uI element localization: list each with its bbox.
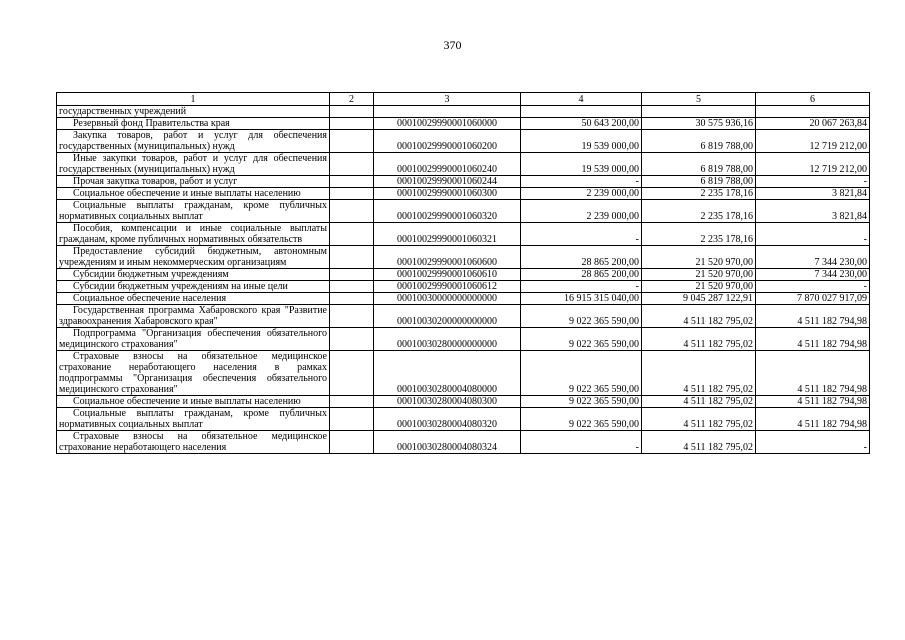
row-plan-value-cell: 9 022 365 590,00 — [521, 408, 642, 431]
row-executed-value-cell: 2 235 178,16 — [642, 223, 756, 246]
row-executed-value-cell: 2 235 178,16 — [642, 188, 756, 200]
row-col2-cell — [330, 200, 374, 223]
column-header: 4 — [521, 93, 642, 106]
row-col2-cell — [330, 305, 374, 328]
row-plan-value-cell: 16 915 315 040,00 — [521, 293, 642, 305]
row-plan-value-cell: 50 643 200,00 — [521, 118, 642, 130]
row-plan-value-cell: 2 239 000,00 — [521, 188, 642, 200]
row-col2-cell — [330, 130, 374, 153]
row-code-cell: 00010029990001060244 — [374, 176, 521, 188]
table-body — [57, 106, 870, 454]
row-col2-cell — [330, 153, 374, 176]
row-name-cell: Субсидии бюджетным учреждениям на иные цели — [57, 281, 330, 293]
column-header: 2 — [330, 93, 374, 106]
row-remainder-value-cell: 7 870 027 917,09 — [756, 293, 870, 305]
row-executed-value-cell: 9 045 287 122,91 — [642, 293, 756, 305]
row-executed-value-cell: 6 819 788,00 — [642, 130, 756, 153]
row-code-cell: 00010030280004080000 — [374, 351, 521, 396]
row-remainder-value-cell: 12 719 212,00 — [756, 153, 870, 176]
row-name-cell: Государственная программа Хабаровского края "Развитие здравоохранения Хабаровского края" — [57, 305, 330, 328]
row-col2-cell — [330, 293, 374, 305]
row-executed-value-cell: 4 511 182 795,02 — [642, 305, 756, 328]
row-col2-cell — [330, 328, 374, 351]
row-executed-value-cell — [642, 106, 756, 118]
table-row — [57, 408, 870, 431]
table-row — [57, 223, 870, 246]
row-code-cell: 00010029990001060321 — [374, 223, 521, 246]
row-remainder-value-cell — [756, 106, 870, 118]
table-row — [57, 328, 870, 351]
row-col2-cell — [330, 106, 374, 118]
row-executed-value-cell: 21 520 970,00 — [642, 281, 756, 293]
row-plan-value-cell: - — [521, 223, 642, 246]
row-remainder-value-cell: 4 511 182 794,98 — [756, 408, 870, 431]
row-remainder-value-cell: 7 344 230,00 — [756, 246, 870, 269]
row-executed-value-cell: 6 819 788,00 — [642, 176, 756, 188]
table-row — [57, 431, 870, 454]
row-code-cell: 00010030280004080324 — [374, 431, 521, 454]
column-header: 6 — [756, 93, 870, 106]
table-row — [57, 130, 870, 153]
row-plan-value-cell: 19 539 000,00 — [521, 130, 642, 153]
row-plan-value-cell: 9 022 365 590,00 — [521, 351, 642, 396]
table-row — [57, 246, 870, 269]
row-code-cell: 00010030280000000000 — [374, 328, 521, 351]
row-col2-cell — [330, 281, 374, 293]
row-code-cell: 00010029990001060600 — [374, 246, 521, 269]
row-executed-value-cell: 4 511 182 795,02 — [642, 431, 756, 454]
row-code-cell: 00010029990001060300 — [374, 188, 521, 200]
row-col2-cell — [330, 176, 374, 188]
row-col2-cell — [330, 408, 374, 431]
row-code-cell: 00010029990001060240 — [374, 153, 521, 176]
row-plan-value-cell: - — [521, 176, 642, 188]
row-executed-value-cell: 4 511 182 795,02 — [642, 351, 756, 396]
row-plan-value-cell: - — [521, 281, 642, 293]
row-executed-value-cell: 2 235 178,16 — [642, 200, 756, 223]
row-col2-cell — [330, 188, 374, 200]
row-remainder-value-cell: 3 821,84 — [756, 200, 870, 223]
row-plan-value-cell — [521, 106, 642, 118]
table-row — [57, 188, 870, 200]
row-name-cell: Резервный фонд Правительства края — [57, 118, 330, 130]
row-remainder-value-cell: - — [756, 431, 870, 454]
row-name-cell: Подпрограмма "Организация обеспечения обязательного медицинского страхования" — [57, 328, 330, 351]
row-name-cell: Страховые взносы на обязательное медицинское страхование неработающего населения в рамках подпрограммы "Организация обеспечения обязательного медицинского страхования" — [57, 351, 330, 396]
table-row — [57, 293, 870, 305]
row-col2-cell — [330, 118, 374, 130]
row-col2-cell — [330, 269, 374, 281]
row-remainder-value-cell: 12 719 212,00 — [756, 130, 870, 153]
row-executed-value-cell: 4 511 182 795,02 — [642, 408, 756, 431]
table-row — [57, 305, 870, 328]
row-code-cell: 00010029990001060200 — [374, 130, 521, 153]
row-col2-cell — [330, 351, 374, 396]
row-name-cell: Субсидии бюджетным учреждениям — [57, 269, 330, 281]
row-name-cell: Пособия, компенсации и иные социальные выплаты гражданам, кроме публичных нормативных обязательств — [57, 223, 330, 246]
row-plan-value-cell: 9 022 365 590,00 — [521, 305, 642, 328]
table-row — [57, 351, 870, 396]
row-executed-value-cell: 4 511 182 795,02 — [642, 396, 756, 408]
row-remainder-value-cell: 4 511 182 794,98 — [756, 328, 870, 351]
row-col2-cell — [330, 396, 374, 408]
row-plan-value-cell: 9 022 365 590,00 — [521, 328, 642, 351]
row-name-cell: Страховые взносы на обязательное медицинское страхование неработающего населения — [57, 431, 330, 454]
table-row — [57, 106, 870, 118]
row-name-cell: Социальное обеспечение и иные выплаты населению — [57, 396, 330, 408]
table-row — [57, 118, 870, 130]
row-executed-value-cell: 6 819 788,00 — [642, 153, 756, 176]
row-name-cell: Социальное обеспечение населения — [57, 293, 330, 305]
row-code-cell: 00010029990001060612 — [374, 281, 521, 293]
row-remainder-value-cell: - — [756, 281, 870, 293]
row-code-cell: 00010029990001060610 — [374, 269, 521, 281]
row-executed-value-cell: 30 575 936,16 — [642, 118, 756, 130]
row-plan-value-cell: 28 865 200,00 — [521, 269, 642, 281]
row-code-cell: 00010030280004080320 — [374, 408, 521, 431]
row-code-cell: 00010029990001060000 — [374, 118, 521, 130]
budget-execution-table — [56, 92, 870, 454]
row-plan-value-cell: 9 022 365 590,00 — [521, 396, 642, 408]
row-remainder-value-cell: 4 511 182 794,98 — [756, 305, 870, 328]
row-plan-value-cell: 19 539 000,00 — [521, 153, 642, 176]
row-plan-value-cell: - — [521, 431, 642, 454]
table-row — [57, 153, 870, 176]
row-col2-cell — [330, 431, 374, 454]
row-executed-value-cell: 4 511 182 795,02 — [642, 328, 756, 351]
row-name-cell: Социальное обеспечение и иные выплаты населению — [57, 188, 330, 200]
row-name-cell: Иные закупки товаров, работ и услуг для обеспечения государственных (муниципальных) нужд — [57, 153, 330, 176]
row-code-cell: 00010030000000000000 — [374, 293, 521, 305]
row-code-cell: 00010030200000000000 — [374, 305, 521, 328]
row-remainder-value-cell: 4 511 182 794,98 — [756, 351, 870, 396]
row-remainder-value-cell: 7 344 230,00 — [756, 269, 870, 281]
table-row — [57, 269, 870, 281]
row-name-cell: Закупка товаров, работ и услуг для обеспечения государственных (муниципальных) нужд — [57, 130, 330, 153]
row-remainder-value-cell: - — [756, 223, 870, 246]
row-code-cell — [374, 106, 521, 118]
table-row — [57, 396, 870, 408]
table-row — [57, 176, 870, 188]
row-col2-cell — [330, 223, 374, 246]
row-name-cell: Предоставление субсидий бюджетным, автономным учреждениям и иным некоммерческим организациям — [57, 246, 330, 269]
column-header: 1 — [57, 93, 330, 106]
row-remainder-value-cell: 4 511 182 794,98 — [756, 396, 870, 408]
row-name-cell: государственных учреждений — [57, 106, 330, 118]
row-col2-cell — [330, 246, 374, 269]
row-plan-value-cell: 28 865 200,00 — [521, 246, 642, 269]
row-remainder-value-cell: - — [756, 176, 870, 188]
page-number: 370 — [443, 38, 462, 52]
row-code-cell: 00010029990001060320 — [374, 200, 521, 223]
row-remainder-value-cell: 20 067 263,84 — [756, 118, 870, 130]
table-row — [57, 200, 870, 223]
column-header: 5 — [642, 93, 756, 106]
row-executed-value-cell: 21 520 970,00 — [642, 246, 756, 269]
column-header: 3 — [374, 93, 521, 106]
table-row — [57, 281, 870, 293]
row-executed-value-cell: 21 520 970,00 — [642, 269, 756, 281]
row-code-cell: 00010030280004080300 — [374, 396, 521, 408]
row-remainder-value-cell: 3 821,84 — [756, 188, 870, 200]
row-name-cell: Прочая закупка товаров, работ и услуг — [57, 176, 330, 188]
row-name-cell: Социальные выплаты гражданам, кроме публичных нормативных социальных выплат — [57, 408, 330, 431]
row-plan-value-cell: 2 239 000,00 — [521, 200, 642, 223]
row-name-cell: Социальные выплаты гражданам, кроме публичных нормативных социальных выплат — [57, 200, 330, 223]
table-header-row — [57, 93, 870, 106]
